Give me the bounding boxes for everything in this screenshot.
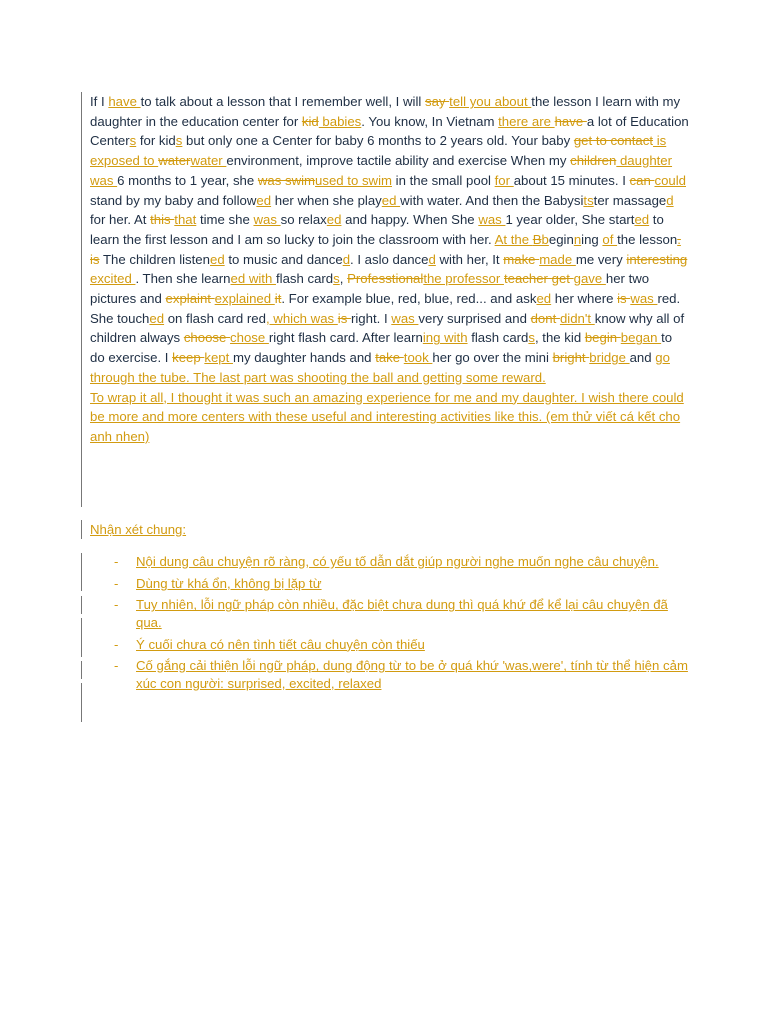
inserted-text: there are (498, 113, 555, 129)
deleted-text: teacher (503, 271, 552, 287)
deleted-text: Professtional (347, 271, 424, 287)
inserted-text: s (175, 133, 183, 149)
essay-text: . For example blue, red, blue, red... and ask (281, 291, 537, 307)
inserted-text: , which was (265, 310, 338, 326)
inserted-text: ed with (230, 271, 276, 287)
deleted-text: was swim (257, 172, 316, 188)
deleted-text: is (337, 310, 351, 326)
inserted-text: kept (204, 350, 233, 366)
deleted-text: take (375, 350, 404, 366)
inserted-text: go through the tube. The last part was shooting the ball and getting some reward. (90, 350, 670, 385)
inserted-text: explained (214, 291, 275, 307)
essay-text: in the small pool (392, 172, 495, 188)
essay-text: know why all of children always (90, 310, 685, 346)
deleted-text: dont (530, 310, 560, 326)
inserted-text: took (403, 350, 433, 366)
inserted-text: s (129, 133, 137, 149)
revision-change-bar (81, 661, 82, 679)
inserted-text: for (494, 172, 514, 188)
deleted-text: can (629, 172, 655, 188)
inserted-text: n (573, 231, 582, 247)
deleted-text: keep (172, 350, 205, 366)
essay-text: environment, improve tactile ability and exercise When my (226, 153, 571, 169)
review-comment-text: Nội dung câu chuyện rõ ràng, có yếu tố dẫn dắt giúp người nghe muốn nghe câu chuyện. (136, 554, 659, 569)
inserted-text: babies (318, 113, 362, 129)
essay-text: prised (465, 310, 502, 326)
deleted-text: kid (301, 113, 319, 129)
inserted-text: ed (326, 212, 342, 228)
inserted-text: made (539, 251, 576, 267)
revision-change-bar (81, 683, 82, 722)
inserted-text: gave (573, 271, 606, 287)
review-comment (90, 553, 690, 571)
essay-text: , (339, 271, 348, 287)
essay-text: her two pictures and (90, 271, 650, 307)
inserted-text: of (602, 231, 618, 247)
essay-text: right. I (350, 310, 392, 326)
essay-text: 1 year older, She start (505, 212, 635, 228)
essay-text: to learn the first lesson and I am so lucky to join the classroom with her. (90, 212, 664, 247)
deleted-text: have (554, 113, 587, 129)
essay-text: If I (90, 94, 109, 109)
deleted-text: bright (552, 350, 590, 366)
deleted-text: this (150, 212, 175, 228)
essay-paragraph (90, 92, 690, 447)
essay-text: but only one a Center for baby 6 months to 2 years old. Your baby (182, 133, 574, 149)
essay-text: her when she play (271, 192, 382, 208)
essay-text: with her, It (435, 251, 504, 267)
essay-text: very sur (418, 310, 466, 326)
deleted-text: get to contact (573, 133, 654, 149)
essay-text: time she (196, 212, 254, 228)
inserted-text: excited (90, 271, 136, 287)
bullet-dash: - (114, 554, 119, 569)
essay-text: stand by my baby and follow (90, 192, 257, 208)
review-comment-text: Ý cuối chưa có nên tình tiết câu chuyện còn thiếu (136, 636, 425, 652)
essay-text: about 15 minutes. I (513, 172, 630, 188)
inserted-text: the professor (423, 271, 504, 287)
inserted-text: At the (494, 231, 533, 247)
essay-text: to talk about a lesson that I remember well, I will (140, 94, 425, 109)
inserted-text: was (253, 212, 281, 228)
inserted-text: was (391, 310, 419, 326)
inserted-text: ed (381, 192, 401, 208)
revision-change-bar (81, 92, 82, 507)
inserted-text: ed (209, 251, 225, 267)
deleted-text: say (424, 94, 450, 109)
deleted-text: water (158, 153, 191, 169)
inserted-text: is exposed to (90, 133, 667, 169)
inserted-text: tell you about (449, 94, 532, 109)
review-comment-text: Tuy nhiên, lỗi ngữ pháp còn nhiều, đặc biệt chưa dung thì quá khứ để kể lại câu chuyện đã qua. (136, 597, 668, 630)
essay-text: The children listen (99, 251, 210, 267)
inserted-text: d (666, 192, 674, 208)
essay-text: flash card (275, 271, 334, 287)
inserted-text: d (428, 251, 436, 267)
inserted-text: ed (634, 212, 650, 228)
bullet-dash: - (114, 658, 119, 674)
essay-text: flash card (467, 330, 529, 346)
inserted-text: was (630, 291, 658, 307)
essay-text: . I aslo dance (350, 251, 429, 267)
inserted-text: that (174, 212, 197, 228)
inserted-text: didn't (559, 310, 595, 326)
deleted-text: . (677, 231, 681, 247)
inserted-text: s (528, 330, 535, 346)
essay-text: to music and dance (224, 251, 343, 267)
essay-text: for her. At (90, 212, 151, 228)
deleted-text: is (90, 251, 100, 267)
inserted-text: have (108, 94, 141, 109)
review-comment (90, 596, 690, 631)
deleted-text: B (532, 231, 542, 247)
deleted-text: it (274, 291, 282, 307)
deleted-text: choose (183, 330, 231, 346)
review-comment (90, 575, 690, 593)
essay-text: , the kid (534, 330, 585, 346)
essay-text: her where (551, 291, 618, 307)
inserted-text: ed (149, 310, 165, 326)
inserted-text: was (478, 212, 506, 228)
inserted-text: could (654, 172, 686, 188)
essay-text: on flash card red (164, 310, 266, 326)
essay-text: ter massage (593, 192, 667, 208)
inserted-text: ing with (422, 330, 468, 346)
essay-text: with water. And then the Babysi (400, 192, 584, 208)
revision-change-bar (81, 618, 82, 657)
inserted-text: daughter was (90, 153, 673, 188)
essay-text: a lot of Education Center (90, 113, 689, 149)
inserted-text: chose (230, 330, 269, 346)
essay-text: and happy. When She (341, 212, 479, 228)
inserted-text: bridge (589, 350, 630, 366)
essay-text: and (501, 310, 531, 326)
essay-text: her go over the mini (432, 350, 553, 366)
inserted-text: t (583, 192, 588, 208)
inserted-text: used to swim (315, 172, 392, 188)
deleted-text: is (617, 291, 631, 307)
deleted-text: make (503, 251, 540, 267)
review-comment (90, 657, 690, 692)
closing-paragraph: To wrap it all, I thought it was such an amazing experience for me and my daughter. I wish there could be more and more centers with these useful and interesting activities like this. (em thử viết cá kết cho anh nhen) (90, 389, 684, 444)
review-comments-list (90, 553, 690, 696)
essay-text: the lesson (617, 231, 678, 247)
review-comment (90, 636, 690, 654)
essay-text: my daughter hands and (232, 350, 376, 366)
revision-change-bar (81, 520, 82, 539)
review-comment-text: Dùng từ khá ổn, không bị lặp từ (136, 575, 322, 591)
essay-text: me very (575, 251, 627, 267)
inserted-text: s (333, 271, 340, 287)
review-comment-text: Cố gắng cải thiện lỗi ngữ pháp, dung động từ to be ở quá khứ 'was,were', tính từ thể hiện cảm xúc con người: surprised, excited, relaxed (136, 658, 688, 691)
review-heading: Nhận xét chung: (90, 522, 187, 537)
essay-text: the lesson I learn with my daughter in the education center for (90, 94, 681, 129)
revision-change-bar (81, 596, 82, 614)
deleted-text: explaint (165, 291, 215, 307)
bullet-dash: - (114, 597, 119, 613)
deleted-text: begin (584, 330, 621, 346)
inserted-text: ed (536, 291, 552, 307)
inserted-text: s (587, 192, 594, 208)
inserted-text: began (620, 330, 662, 346)
deleted-text: interesting (626, 251, 688, 267)
essay-text: so relax (280, 212, 327, 228)
essay-text: 6 months to 1 year, she (117, 172, 258, 188)
essay-text: . Then she learn (135, 271, 231, 287)
essay-text: for kid (136, 133, 176, 149)
deleted-text: get (551, 271, 574, 287)
essay-text: to do exercise. I (90, 330, 673, 366)
essay-text: and (629, 350, 656, 366)
bullet-dash: - (114, 636, 119, 652)
deleted-text: children (570, 153, 617, 169)
inserted-text: d (342, 251, 351, 267)
essay-text: ing (581, 231, 603, 247)
bullet-dash: - (114, 575, 119, 591)
essay-text: red. She touch (90, 291, 681, 326)
essay-text: egin (548, 231, 574, 247)
essay-text: right flash card. After learn (268, 330, 423, 346)
revision-change-bar (81, 553, 82, 591)
inserted-text: water (190, 153, 227, 169)
essay-text: . You know, In Vietnam (361, 113, 499, 129)
inserted-text: b (541, 231, 549, 247)
inserted-text: ed (256, 192, 272, 208)
